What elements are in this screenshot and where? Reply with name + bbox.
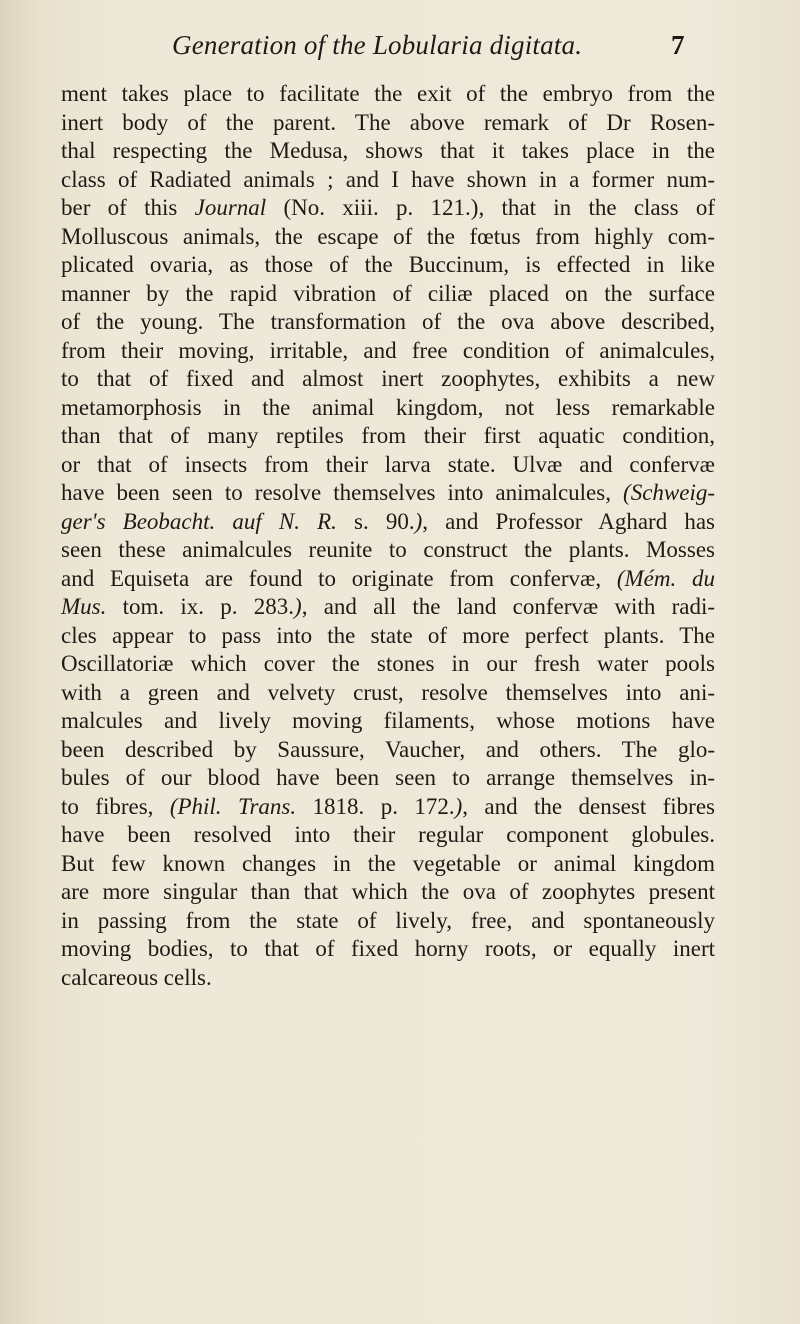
text-run: inert body of the parent. The above remark of Dr Rosen- xyxy=(61,109,715,135)
text-line xyxy=(61,764,715,793)
text-run: Oscillatoriæ which cover the stones in our fresh water pools xyxy=(61,651,715,676)
text-line xyxy=(61,650,715,679)
text-line xyxy=(61,479,715,508)
text-run: Molluscous animals, the escape of the fœtus from highly com- xyxy=(61,223,715,249)
text-run: manner by the rapid vibration of ciliæ placed on the surface xyxy=(61,280,715,306)
italic-run: (Mém. du xyxy=(616,565,716,591)
text-line xyxy=(61,137,715,166)
text-line xyxy=(61,850,715,879)
text-run: , and Professor Aghard has xyxy=(422,508,715,534)
italic-run: ) xyxy=(294,594,302,619)
italic-run: ) xyxy=(414,508,423,534)
text-line xyxy=(61,251,715,280)
text-line xyxy=(61,907,715,936)
text-line xyxy=(61,223,715,252)
running-title: Generation of the Lobularia digitata. xyxy=(172,30,583,60)
text-run: class of Radiated animals ; and I have shown in a former num- xyxy=(61,166,715,192)
text-run: , and all the land confervæ with radi- xyxy=(301,594,715,619)
text-line xyxy=(61,508,715,537)
text-run: and Equiseta are found to originate from confervæ, xyxy=(61,565,617,591)
text-line xyxy=(61,337,715,366)
text-run: (No. xiii. p. 121.), that in the class of xyxy=(266,195,715,220)
text-run: metamorphosis in the animal kingdom, not less remarkable xyxy=(61,394,715,420)
text-line xyxy=(61,821,715,850)
text-run: have been seen to resolve themselves into animalcules, xyxy=(61,480,624,505)
text-line xyxy=(61,166,715,195)
text-run: moving bodies, to that of fixed horny roots, or equally inert xyxy=(61,936,715,961)
text-run: to fibres, xyxy=(61,793,170,819)
italic-run: (Phil. Trans. xyxy=(169,793,297,819)
text-line xyxy=(61,80,715,109)
running-head xyxy=(0,30,800,70)
text-line xyxy=(61,365,715,394)
text-run: s. 90. xyxy=(336,508,415,534)
text-run: ber of this xyxy=(61,195,195,220)
text-run: thal respecting the Medusa, shows that it takes place in the xyxy=(61,138,715,163)
text-run: with a green and velvety crust, resolve themselves into ani- xyxy=(61,679,715,705)
text-run: , and the densest fibres xyxy=(462,793,715,819)
text-run: But few known changes in the vegetable or animal kingdom xyxy=(61,850,715,876)
text-line xyxy=(61,451,715,480)
text-run: of the young. The transformation of the ova above described, xyxy=(61,309,715,334)
text-run: malcules and lively moving filaments, whose motions have xyxy=(61,708,715,733)
text-run: from their moving, irritable, and free condition of animalcules, xyxy=(61,337,715,363)
text-line xyxy=(61,878,715,907)
italic-run: Mus. xyxy=(61,594,107,619)
text-line xyxy=(61,280,715,309)
italic-run: Journal xyxy=(194,195,267,220)
text-line xyxy=(61,679,715,708)
text-run: ment takes place to facilitate the exit of the embryo from the xyxy=(61,81,715,106)
text-line xyxy=(61,593,715,622)
text-run: bules of our blood have been seen to arrange themselves in- xyxy=(61,765,715,790)
body-text xyxy=(61,80,715,992)
text-run: or that of insects from their larva state. Ulvæ and confervæ xyxy=(61,451,715,477)
text-run: cles appear to pass into the state of more perfect plants. The xyxy=(61,622,715,648)
text-line xyxy=(61,622,715,651)
italic-run: (Schweig- xyxy=(623,480,715,505)
text-line xyxy=(61,707,715,736)
text-run: in passing from the state of lively, free, and spontaneously xyxy=(61,907,715,933)
page-number: 7 xyxy=(671,30,685,60)
text-run: to that of fixed and almost inert zoophytes, exhibits a new xyxy=(61,366,715,391)
text-run: seen these animalcules reunite to construct the plants. Mosses xyxy=(61,537,715,562)
text-line xyxy=(61,194,715,223)
text-run: are more singular than that which the ova of zoophytes present xyxy=(61,879,715,904)
text-run: been described by Saussure, Vaucher, and others. The glo- xyxy=(61,736,715,762)
text-run: calcareous cells. xyxy=(61,964,212,990)
text-line xyxy=(61,565,715,594)
text-line xyxy=(61,736,715,765)
text-line xyxy=(61,109,715,138)
text-run: than that of many reptiles from their first aquatic condition, xyxy=(61,423,715,448)
text-run: have been resolved into their regular component globules. xyxy=(61,822,715,847)
text-line xyxy=(61,536,715,565)
text-run: tom. ix. p. 283. xyxy=(106,594,295,619)
text-run: plicated ovaria, as those of the Buccinum, is effected in like xyxy=(61,252,715,277)
text-line xyxy=(61,422,715,451)
text-line xyxy=(61,935,715,964)
text-line xyxy=(61,394,715,423)
text-line xyxy=(61,793,715,822)
text-line xyxy=(61,964,715,993)
text-run: 1818. p. 172. xyxy=(296,793,455,819)
italic-run: ) xyxy=(454,793,463,819)
text-line xyxy=(61,308,715,337)
italic-run: ger's Beobacht. auf N. R. xyxy=(61,508,337,534)
